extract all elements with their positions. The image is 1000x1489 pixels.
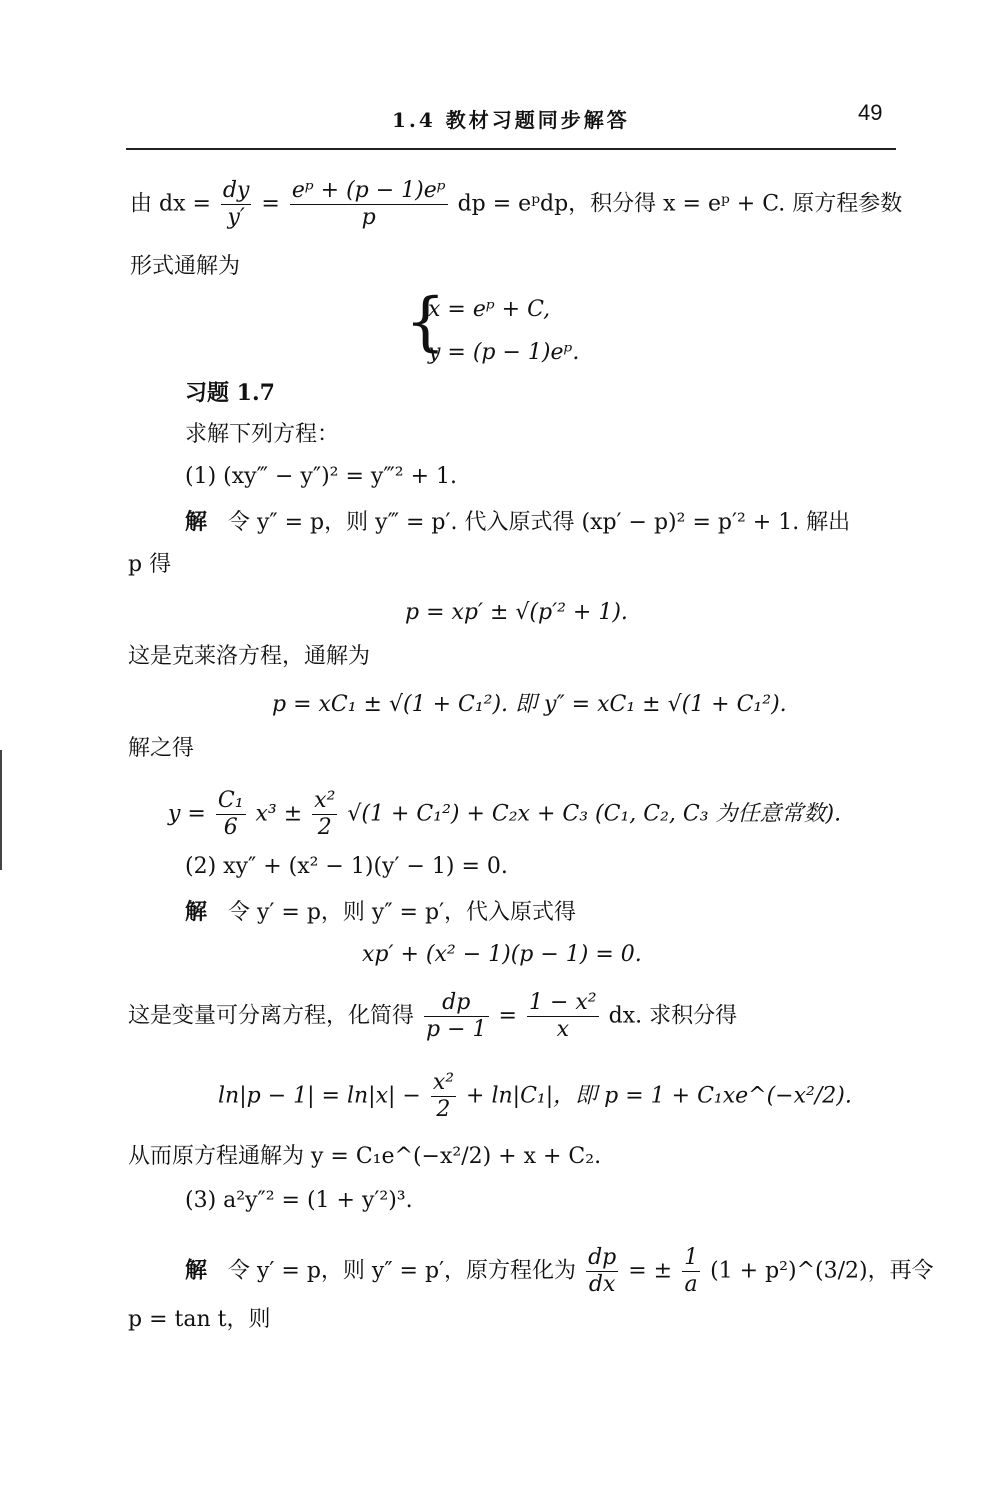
fraction bbox=[216, 788, 246, 841]
equation-5 bbox=[218, 1070, 852, 1123]
text: dx. 求积分得 bbox=[608, 1003, 738, 1029]
solution-label: 解 bbox=[185, 899, 208, 925]
text: 令 y″ = p，则 y‴ = p′. 代入原式得 (xp′ − p)² = p′² + 1. 解出 bbox=[228, 510, 851, 535]
denominator: 2 bbox=[436, 1097, 451, 1122]
equation-1: p = xp′ ± √(p′² + 1). bbox=[405, 600, 628, 625]
separable-line bbox=[128, 990, 737, 1043]
fraction bbox=[221, 178, 252, 231]
text: x³ ± bbox=[255, 801, 310, 827]
left-brace: { bbox=[405, 285, 446, 359]
page-number: 49 bbox=[858, 100, 883, 125]
denominator: p − 1 bbox=[426, 1017, 487, 1042]
text: 令 y′ = p，则 y″ = p′，原方程化为 bbox=[228, 1258, 577, 1284]
header-title: 1.4 教材习题同步解答 bbox=[392, 108, 630, 132]
text: 这是变量可分离方程，化简得 bbox=[128, 1003, 415, 1029]
numerator: 1 − x² bbox=[528, 990, 597, 1015]
system-eq-1: x = eᵖ + C, bbox=[428, 297, 551, 322]
general-solution: 从而原方程通解为 y = C₁e^(−x²/2) + x + C₂. bbox=[128, 1144, 602, 1169]
denominator: 2 bbox=[317, 815, 332, 840]
fraction bbox=[586, 1245, 618, 1298]
text: + ln|C₁|，即 p = 1 + C₁xe^(−x²/2). bbox=[466, 1083, 852, 1109]
denominator: x bbox=[556, 1017, 569, 1042]
line-1 bbox=[130, 178, 902, 231]
equation-2: p = xC₁ ± √(1 + C₁²). 即 y″ = xC₁ ± √(1 + C₁²). bbox=[272, 692, 787, 717]
denominator: 6 bbox=[223, 815, 238, 840]
numerator: C₁ bbox=[217, 788, 244, 813]
clairaut-text: 这是克莱洛方程，通解为 bbox=[128, 644, 371, 669]
solution-1 bbox=[185, 507, 850, 538]
text: 令 y′ = p，则 y″ = p′，代入原式得 bbox=[228, 900, 577, 925]
fraction bbox=[290, 178, 448, 231]
solution-label: 解 bbox=[185, 1257, 208, 1284]
text: (1 + p²)^(3/2)，再令 bbox=[710, 1258, 934, 1284]
text: = bbox=[498, 1003, 524, 1029]
solution-label: 解 bbox=[185, 509, 208, 535]
equation-4: xp′ + (x² − 1)(p − 1) = 0. bbox=[362, 942, 642, 967]
system-eq-2: y = (p − 1)eᵖ. bbox=[428, 340, 580, 365]
numerator: dp bbox=[424, 990, 489, 1017]
problem-3: (3) a²y″² = (1 + y′²)³. bbox=[185, 1188, 413, 1213]
numerator: x² bbox=[314, 788, 336, 813]
instruction: 求解下列方程： bbox=[185, 422, 340, 447]
text: √(1 + C₁²) + C₂x + C₃ (C₁, C₂, C₃ 为任意常数). bbox=[347, 801, 842, 827]
text: ln|p − 1| = ln|x| − bbox=[218, 1083, 428, 1109]
fraction bbox=[312, 788, 337, 841]
fraction bbox=[682, 1245, 700, 1298]
line-2: 形式通解为 bbox=[130, 254, 241, 279]
solution-3 bbox=[185, 1245, 934, 1298]
numerator: dy bbox=[222, 178, 250, 203]
fraction bbox=[431, 1070, 456, 1123]
page-header bbox=[0, 100, 1000, 136]
denominator: a bbox=[684, 1272, 698, 1297]
denominator: p bbox=[361, 205, 376, 230]
solution-2 bbox=[185, 897, 576, 928]
numerator: x² bbox=[432, 1070, 455, 1095]
solution-1-cont: p 得 bbox=[128, 552, 172, 577]
text: 由 dx = bbox=[130, 191, 218, 217]
section-heading: 习题 1.7 bbox=[185, 380, 275, 406]
last-line: p = tan t，则 bbox=[128, 1307, 271, 1332]
header-rule bbox=[126, 148, 896, 150]
numerator: 1 bbox=[684, 1245, 699, 1270]
text: dp = eᵖdp，积分得 x = eᵖ + C. 原方程参数 bbox=[457, 191, 903, 217]
solve-text: 解之得 bbox=[128, 736, 195, 761]
fraction bbox=[424, 990, 489, 1043]
text: = ± bbox=[628, 1258, 680, 1284]
denominator: dx bbox=[588, 1272, 616, 1297]
fraction bbox=[527, 990, 599, 1043]
text: y = bbox=[168, 801, 213, 827]
margin-line bbox=[0, 750, 2, 870]
numerator: dp bbox=[588, 1245, 617, 1270]
problem-2: (2) xy″ + (x² − 1)(y′ − 1) = 0. bbox=[185, 854, 508, 879]
numerator: eᵖ + (p − 1)eᵖ bbox=[291, 178, 446, 203]
denominator: y′ bbox=[227, 205, 245, 230]
equation-3 bbox=[168, 788, 841, 841]
problem-1: (1) (xy‴ − y″)² = y‴² + 1. bbox=[185, 464, 458, 489]
text: = bbox=[261, 191, 287, 217]
